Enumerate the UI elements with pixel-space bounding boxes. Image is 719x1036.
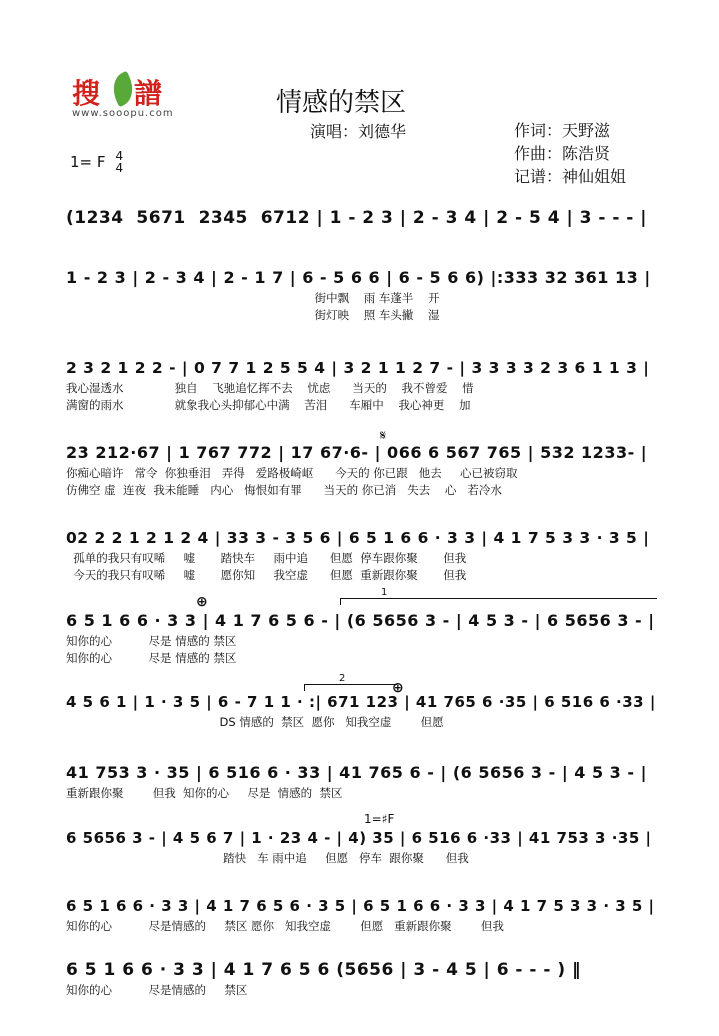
transcriber-credit: 记谱：神仙姐姐 [514, 167, 627, 186]
lyric-row: DS 情感的 禁区 愿你 知我空虚 但愿 [66, 715, 444, 729]
volta-2-label: 2 [339, 673, 346, 684]
time-top: 4 [115, 149, 124, 163]
notation-row: 02 2 2 1 2 1 2 4 | 33 3 - 3 5 6 | 6 5 1 6 6 · 3 3 | 4 1 7 5 3 3 · 3 5 | [66, 529, 650, 547]
coda-sign-2: ⊕ [392, 680, 404, 696]
staff-line-6 [66, 609, 660, 667]
staff-line-9 [66, 826, 660, 867]
coda-sign-1: ⊕ [196, 594, 208, 610]
logo-text-right: 譜 [134, 77, 165, 110]
lyric-row: 知你的心 尽是 情感的 禁区 [66, 651, 237, 665]
logo-text-left: 搜 [72, 77, 103, 110]
lyric-row: 知你的心 尽是情感的 禁区 [66, 983, 248, 997]
notation-row: 1 - 2 3 | 2 - 3 4 | 2 - 1 7 | 6 - 5 6 6 | 6 - 5 6 6) |:333 32 361 13 | [66, 268, 651, 287]
song-title: 情感的禁区 [276, 88, 407, 118]
lyric-row: 踏快 车 雨中追 但愿 停车 跟你聚 但我 [66, 851, 469, 865]
notation-row: 41 753 3 · 35 | 6 516 6 · 33 | 41 765 6 - | (6 5656 3 - | 4 5 3 - | [66, 763, 647, 782]
notation-row: (1234 5671 2345 6712 | 1 - 2 3 | 2 - 3 4 | 2 - 5 4 | 3 - - - | [66, 208, 647, 228]
lyric-row: 满窗的雨水 就象我心头抑郁心中满 苦泪 车厢中 我心神更 加 [66, 398, 471, 412]
segno-sign: 𝄋 [380, 428, 387, 444]
singer-credit: 演唱：刘德华 [310, 122, 407, 141]
credits-block [514, 119, 626, 188]
staff-line-8 [66, 761, 660, 802]
staff-line-4 [66, 441, 660, 499]
logo [72, 72, 192, 124]
notation-row: 2 3 2 1 2 2 - | 0 7 7 1 2 5 5 4 | 3 2 1 1 2 7 - | 3 3 3 3 2 3 6 1 1 3 | [66, 359, 650, 377]
lyric-row: 今天的我只有叹唏 嘘 愿你知 我空虚 但愿 重新跟你聚 但我 [66, 568, 467, 582]
logo-url: www.sooopu.com [72, 108, 174, 119]
notation-row: 6 5656 3 - | 4 5 6 7 | 1 · 23 4 - | 4) 35 | 6 516 6 ·33 | 41 753 3 ·35 | [66, 829, 652, 847]
time-bottom: 4 [115, 161, 124, 175]
staff-line-11 [66, 958, 660, 999]
notation-row: 6 5 1 6 6 · 3 3 | 4 1 7 6 5 6 · 3 5 | 6 5 1 6 6 · 3 3 | 4 1 7 5 3 3 · 3 5 | [66, 897, 655, 915]
lyric-row: 你痴心暗许 常令 你独垂泪 弄得 爱路极崎岖 今天的 你已跟 他去 心已被窃取 [66, 466, 518, 480]
lyricist-credit: 作词：天野滋 [514, 121, 611, 140]
key-change-mark: 1=♯F [364, 812, 395, 826]
notation-row: 23 212·67 | 1 767 772 | 17 67·6- | 066 6 567 765 | 532 1233- | [66, 443, 648, 462]
staff-line-2 [66, 266, 660, 324]
staff-line-3 [66, 356, 660, 414]
staff-line-10 [66, 894, 660, 935]
key-signature [70, 150, 123, 174]
lyric-row: 重新跟你聚 但我 知你的心 尽是 情感的 禁区 [66, 786, 343, 800]
lyric-row: 知你的心 尽是情感的 禁区 愿你 知我空虚 但愿 重新跟你聚 但我 [66, 919, 504, 933]
volta-1-label: 1 [381, 587, 388, 598]
staff-line-5 [66, 526, 660, 584]
notation-row: 4 5 6 1 | 1 · 3 5 | 6 - 7 1 1 · :| 671 123 | 41 765 6 ·35 | 6 516 6 ·33 | [66, 693, 656, 711]
lyric-row: 知你的心 尽是 情感的 禁区 [66, 634, 237, 648]
notation-row: 6 5 1 6 6 · 3 3 | 4 1 7 6 5 6 (5656 | 3 - 4 5 | 6 - - - ) ‖ [66, 960, 582, 980]
composer-credit: 作曲：陈浩贤 [514, 144, 611, 163]
time-signature [116, 150, 124, 174]
key-label: 1= F [70, 153, 106, 171]
staff-line-1 [66, 206, 660, 230]
lyric-row: 孤单的我只有叹唏 嘘 踏快车 雨中追 但愿 停车跟你聚 但我 [66, 551, 467, 565]
lyric-row: 街中飘 雨 车蓬半 开 [66, 291, 440, 305]
volta-bracket-1 [340, 587, 657, 605]
lyric-row: 我心湿透水 独自 飞驰追忆挥不去 忧虑 当天的 我不曾爱 惜 [66, 381, 474, 395]
lyric-row: 仿佛空 虚 连夜 我未能睡 内心 悔恨如有罪 当天的 你已消 失去 心 若冷水 [66, 483, 502, 497]
staff-line-7 [66, 690, 660, 731]
notation-row: 6 5 1 6 6 · 3 3 | 4 1 7 6 5 6 - | (6 5656 3 - | 4 5 3 - | 6 5656 3 - | [66, 611, 655, 630]
lyric-row: 街灯映 照 车头撇 湿 [66, 308, 440, 322]
volta-bracket-2 [304, 673, 397, 691]
